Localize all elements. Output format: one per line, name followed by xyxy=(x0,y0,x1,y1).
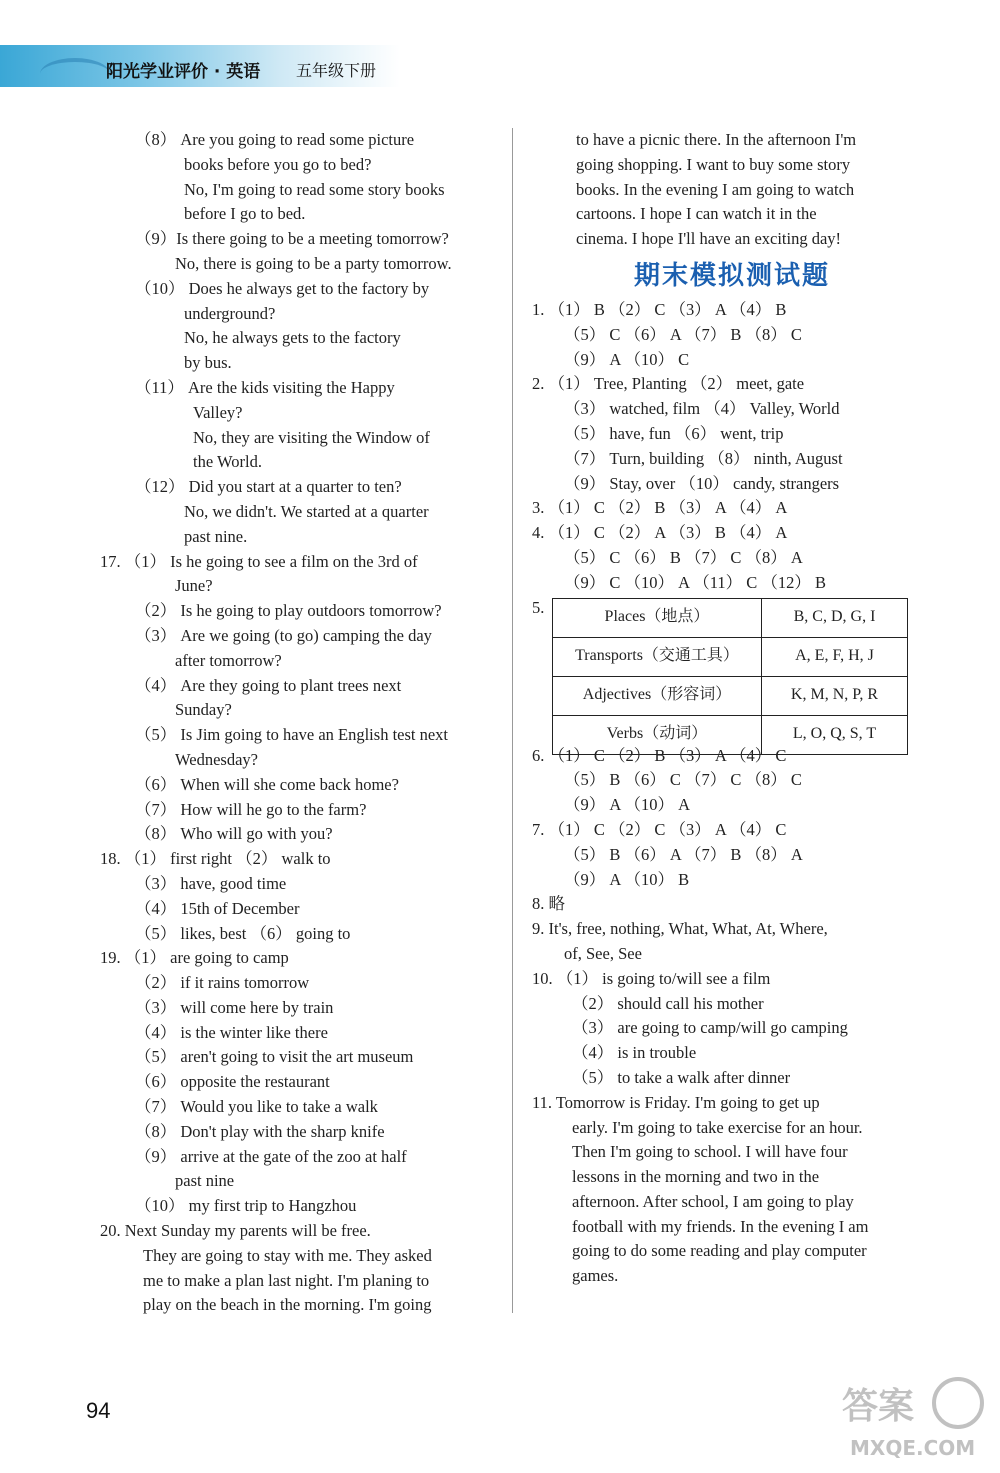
answer-line: （5） Is Jim going to have an English test next xyxy=(135,725,449,745)
answer-line: （3） will come here by train xyxy=(135,997,334,1017)
answer-line: play on the beach in the morning. I'm going xyxy=(143,1295,432,1315)
answer-line: （5） aren't going to visit the art museum xyxy=(135,1047,414,1067)
classification-table xyxy=(552,598,908,755)
answer-line: （5） to take a walk after dinner xyxy=(572,1067,791,1087)
answer-line: Then I'm going to school. I will have four xyxy=(572,1142,848,1162)
answer-line: 8. 略 xyxy=(532,894,565,914)
answer-line: June? xyxy=(175,576,213,596)
answer-line: （5） C （6） A （7） B （8） C xyxy=(564,324,802,344)
answer-line: past nine. xyxy=(184,526,248,546)
answer-line: （9） A （10） A xyxy=(564,795,691,815)
table-cell-category: Verbs（动词） xyxy=(553,715,762,754)
table-cell-answer: L, O, Q, S, T xyxy=(762,715,908,754)
answer-line: （9）Is there going to be a meeting tomorrow? xyxy=(135,229,449,249)
header-title: 阳光学业评价 · 英语 xyxy=(106,62,261,82)
answer-line: （10） my first trip to Hangzhou xyxy=(135,1196,357,1216)
section-title: 期末模拟测试题 xyxy=(633,260,830,291)
answer-line: No, he always gets to the factory xyxy=(184,328,401,348)
answer-line: （3） are going to camp/will go camping xyxy=(572,1018,848,1038)
answer-line: 2. （1） Tree, Planting （2） meet, gate xyxy=(532,374,805,394)
table-cell-answer: K, M, N, P, R xyxy=(762,676,908,715)
answer-line: （4） Are they going to plant trees next xyxy=(135,675,402,695)
answer-line: （7） How will he go to the farm? xyxy=(135,799,367,819)
answer-line: me to make a plan last night. I'm planing to xyxy=(143,1270,430,1290)
item-5-number: 5. xyxy=(532,597,545,617)
table-cell-category: Transports（交通工具） xyxy=(553,637,762,676)
answer-line: （4） 15th of December xyxy=(135,898,300,918)
answer-line: （7） Would you like to take a walk xyxy=(135,1097,378,1117)
answer-line: 6. （1） C （2） B （3） A （4） C xyxy=(532,745,787,765)
answer-line: Wednesday? xyxy=(175,749,258,769)
answer-line: （9） A （10） C xyxy=(564,349,690,369)
answer-line: books. In the evening I am going to watch xyxy=(576,179,855,199)
answer-line: cartoons. I hope I can watch it in the xyxy=(576,204,817,224)
answer-line: 19. （1） are going to camp xyxy=(100,948,289,968)
answer-line: going shopping. I want to buy some story xyxy=(576,154,851,174)
answer-line: （9） A （10） B xyxy=(564,869,690,889)
answer-line: No, there is going to be a party tomorrow. xyxy=(175,253,452,273)
answer-line: Sunday? xyxy=(175,700,232,720)
answer-line: No, we didn't. We started at a quarter xyxy=(184,501,429,521)
svg-text:MXQE.COM: MXQE.COM xyxy=(850,1436,976,1460)
answer-line: early. I'm going to take exercise for an hour. xyxy=(572,1117,863,1137)
table-cell-answer: A, E, F, H, J xyxy=(762,637,908,676)
answer-line: （9） arrive at the gate of the zoo at half xyxy=(135,1146,407,1166)
answer-line: （5） B （6） C （7） C （8） C xyxy=(564,770,802,790)
table-row xyxy=(553,637,908,676)
answer-line: past nine xyxy=(175,1171,235,1191)
answer-line: before I go to bed. xyxy=(184,204,306,224)
answer-line: （11） Are the kids visiting the Happy xyxy=(135,377,395,397)
answer-line: 17. （1） Is he going to see a film on the 3rd of xyxy=(100,551,418,571)
answer-line: They are going to stay with me. They asked xyxy=(143,1245,432,1265)
table-row xyxy=(553,676,908,715)
answer-line: （3） have, good time xyxy=(135,873,287,893)
left-column xyxy=(100,128,495,1318)
answer-line: 18. （1） first right （2） walk to xyxy=(100,849,331,869)
answer-line: （2） should call his mother xyxy=(572,993,764,1013)
answer-line: （2） if it rains tomorrow xyxy=(135,973,310,993)
answer-line: （9） Stay, over （10） candy, strangers xyxy=(564,473,840,493)
answer-line: cinema. I hope I'll have an exciting day! xyxy=(576,229,842,249)
answer-line: games. xyxy=(572,1266,619,1286)
item-5 xyxy=(532,596,932,744)
answer-line: 11. Tomorrow is Friday. I'm going to get up xyxy=(532,1092,820,1112)
right-column xyxy=(532,128,932,1289)
answer-line: （8） Are you going to read some picture xyxy=(135,130,415,149)
answer-line: （9） C （10） A （11） C （12） B xyxy=(564,572,827,592)
answer-line: （8） Don't play with the sharp knife xyxy=(135,1121,385,1141)
answer-line: （4） is the winter like there xyxy=(135,1022,328,1042)
answer-line: afternoon. After school, I am going to play xyxy=(572,1191,854,1211)
answer-line: lessons in the morning and two in the xyxy=(572,1167,820,1187)
answer-line: No, I'm going to read some story books xyxy=(184,179,445,199)
page-number: 94 xyxy=(86,1398,111,1423)
answer-line: （5） C （6） B （7） C （8） A xyxy=(564,547,803,567)
answer-line: No, they are visiting the Window of xyxy=(193,427,430,447)
answer-line: （3） Are we going (to go) camping the day xyxy=(135,625,432,645)
answer-line: to have a picnic there. In the afternoon I'm xyxy=(576,130,857,149)
answer-line: 4. （1） C （2） A （3） B （4） A xyxy=(532,523,788,543)
answer-line: （3） watched, film （4） Valley, World xyxy=(564,399,840,419)
answer-line: Valley? xyxy=(193,402,243,422)
answer-line: （6） opposite the restaurant xyxy=(135,1072,330,1092)
answer-line: （5） have, fun （6） went, trip xyxy=(564,423,784,443)
answer-line: 3. （1） C （2） B （3） A （4） A xyxy=(532,498,788,518)
answer-line: 7. （1） C （2） C （3） A （4） C xyxy=(532,819,787,839)
answer-line: 9. It's, free, nothing, What, What, At, Where, xyxy=(532,919,828,939)
answer-line: by bus. xyxy=(184,353,232,373)
answer-line: books before you go to bed? xyxy=(184,154,372,174)
answer-line: （12） Did you start at a quarter to ten? xyxy=(135,477,402,497)
table-row xyxy=(553,598,908,637)
answer-line: （5） B （6） A （7） B （8） A xyxy=(564,844,803,864)
answer-line: underground? xyxy=(184,303,276,323)
svg-text:答案: 答案 xyxy=(842,1386,915,1427)
table-row xyxy=(553,715,908,754)
answer-line: the World. xyxy=(193,452,262,472)
answer-line: of, See, See xyxy=(564,943,642,963)
answer-line: after tomorrow? xyxy=(175,650,282,670)
answer-line: （7） Turn, building （8） ninth, August xyxy=(564,448,843,468)
table-cell-category: Places（地点） xyxy=(553,598,762,637)
answer-line: （6） When will she come back home? xyxy=(135,774,399,794)
header-subtitle: 五年级下册 xyxy=(296,61,377,80)
column-divider xyxy=(512,128,513,1313)
answer-line: （8） Who will go with you? xyxy=(135,824,333,844)
answer-line: going to do some reading and play computer xyxy=(572,1241,867,1261)
answer-line: （4） is in trouble xyxy=(572,1043,697,1063)
answer-line: 1. （1） B （2） C （3） A （4） B xyxy=(532,299,787,319)
watermark-logo xyxy=(838,1363,988,1463)
answer-line: 10. （1） is going to/will see a film xyxy=(532,968,771,988)
answer-line: football with my friends. In the evening I am xyxy=(572,1216,869,1236)
answer-line: （5） likes, best （6） going to xyxy=(135,923,351,943)
table-cell-category: Adjectives（形容词） xyxy=(553,676,762,715)
table-cell-answer: B, C, D, G, I xyxy=(762,598,908,637)
answer-line: （10） Does he always get to the factory by xyxy=(135,278,430,298)
answer-line: （2） Is he going to play outdoors tomorrow? xyxy=(135,601,442,621)
header-swoosh xyxy=(40,58,110,90)
answer-line: 20. Next Sunday my parents will be free. xyxy=(100,1221,371,1241)
